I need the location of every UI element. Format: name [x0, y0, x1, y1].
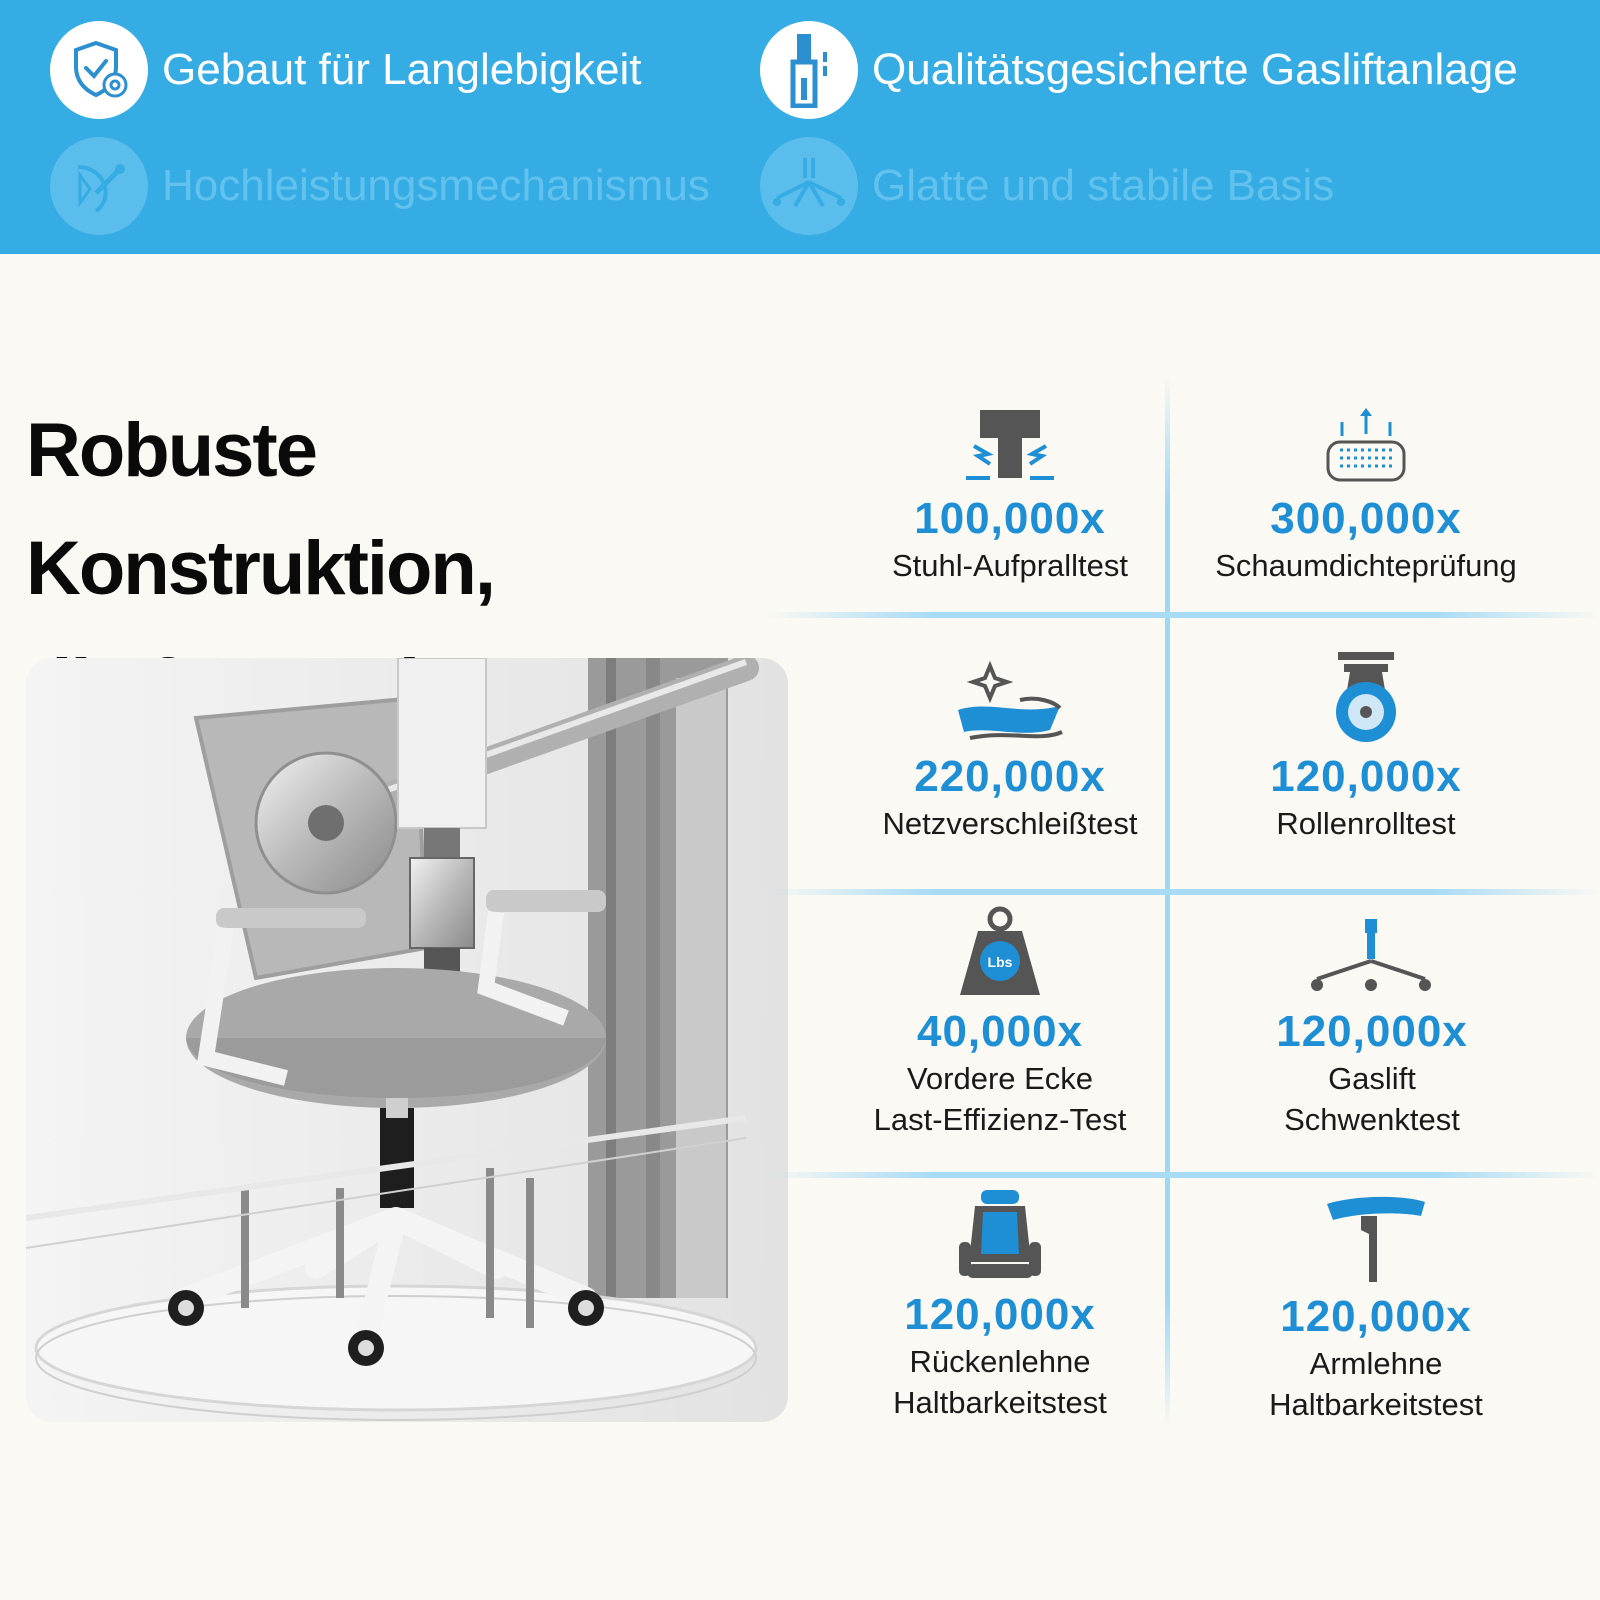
stat-value: 120,000x — [1280, 1292, 1472, 1341]
feature-gas-lift — [760, 21, 1518, 119]
stat-value: 120,000x — [1276, 1007, 1468, 1056]
stat-armrest — [1186, 1190, 1566, 1424]
stat-caption: Schaumdichteprüfung — [1215, 548, 1517, 583]
caster-icon — [1176, 650, 1556, 744]
stat-caption: Last-Effizienz-Test — [873, 1102, 1127, 1137]
stat-value: 40,000x — [916, 1007, 1084, 1056]
feature-header — [0, 0, 1600, 254]
stat-value: 100,000x — [914, 494, 1106, 543]
stat-foam — [1176, 392, 1556, 585]
chair-base-icon — [760, 137, 858, 235]
chair-test-photo — [26, 658, 788, 1422]
stat-front-load — [810, 905, 1190, 1139]
grid-divider-horizontal — [766, 612, 1600, 618]
stat-caption: Schwenktest — [1284, 1102, 1460, 1137]
stat-gaslift-swivel — [1182, 905, 1562, 1139]
stat-caption: Gaslift — [1328, 1061, 1416, 1096]
feature-label: Hochleistungsmechanismus — [162, 161, 710, 210]
impact-icon — [820, 392, 1200, 486]
stat-caption: Haltbarkeitstest — [893, 1385, 1107, 1420]
stat-value: 120,000x — [1270, 752, 1462, 801]
stat-backrest — [810, 1188, 1190, 1422]
foam-icon — [1176, 392, 1556, 486]
swivel-base-icon — [1182, 905, 1562, 999]
feature-mechanism — [50, 137, 710, 235]
stat-caption: Rückenlehne — [909, 1344, 1091, 1379]
feature-base — [760, 137, 1334, 235]
stat-mesh — [820, 650, 1200, 843]
feature-label: Qualitätsgesicherte Gasliftanlage — [872, 45, 1518, 94]
shield-gear-icon — [50, 21, 148, 119]
stat-impact — [820, 392, 1200, 585]
stat-value: 300,000x — [1270, 494, 1462, 543]
stat-caption: Netzverschleißtest — [882, 806, 1138, 841]
grid-divider-horizontal — [766, 1172, 1600, 1178]
grid-divider-horizontal — [766, 889, 1600, 895]
feature-durability — [50, 21, 641, 119]
mesh-wear-icon — [820, 650, 1200, 744]
stat-caption: Haltbarkeitstest — [1269, 1387, 1483, 1422]
stat-value: 120,000x — [904, 1290, 1096, 1339]
stat-caster — [1176, 650, 1556, 843]
headline-line: Robuste Konstruktion, — [26, 408, 494, 611]
backrest-icon — [810, 1188, 1190, 1282]
stat-value: 220,000x — [914, 752, 1106, 801]
stat-caption: Armlehne — [1309, 1346, 1443, 1381]
stat-caption: Rollenrolltest — [1276, 806, 1456, 841]
mechanism-icon — [50, 137, 148, 235]
gas-lift-icon — [760, 21, 858, 119]
feature-label: Gebaut für Langlebigkeit — [162, 45, 642, 94]
weight-badge-label: Lbs — [987, 954, 1013, 970]
weight-icon — [810, 905, 1190, 999]
armrest-icon — [1186, 1190, 1566, 1284]
feature-label: Glatte und stabile Basis — [872, 161, 1335, 210]
stat-caption: Vordere Ecke — [906, 1061, 1094, 1096]
stat-caption: Stuhl-Aufpralltest — [891, 548, 1129, 583]
